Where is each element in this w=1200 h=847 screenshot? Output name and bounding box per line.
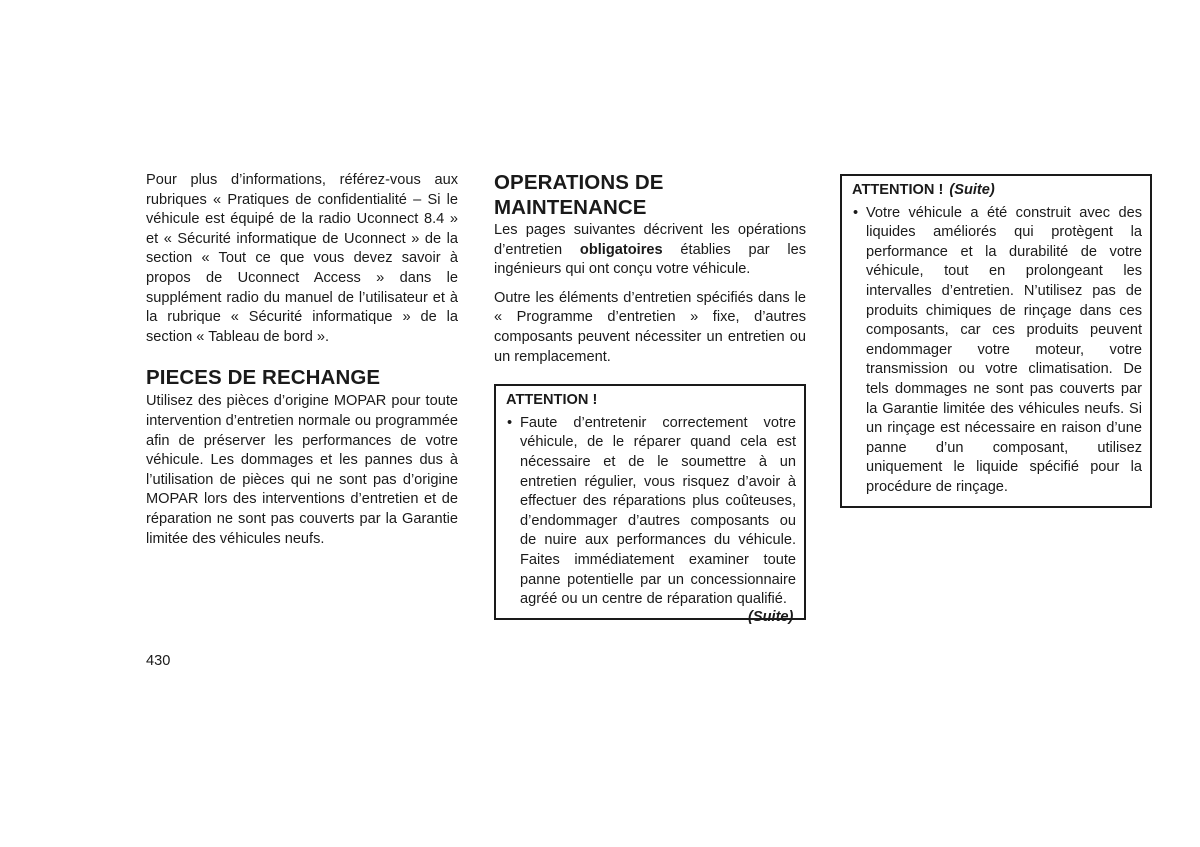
maintenance-heading-line1: OPERATIONS DE [494, 171, 664, 194]
warning-title-text: ATTENTION ! [852, 182, 944, 198]
warning-title-suffix: (Suite) [949, 182, 995, 198]
continued-label: (Suite) [748, 609, 794, 625]
warning-bullet-text: Faute d’entretenir correctement votre véhicule, de le réparer quand cela est nécessaire et de le soumettre à un entretien régulier, vous risquez d’avoir à effectuer des réparations plus coûteuses, d’endommager d’autres composants ou de nuire aux performances du véhicule. Faites immédiatement examiner toute panne potentielle par un concessionnaire agréé ou un centre de réparation qualifié. [520, 414, 796, 608]
section-heading-maintenance [494, 170, 806, 220]
replacement-parts-paragraph: Utilisez des pièces d’origine MOPAR pour toute intervention d’entretien normale ou programmée afin de préserver les performances de votre véhicule. Les dommages et les pannes dus à l’utilisation de pièces qui ne sont pas d’origine MOPAR lors des interventions d’entretien et de réparation ne sont pas couverts par la Garantie limitée des véhicules neufs. [146, 393, 458, 547]
mandatory-emphasis: obligatoires [579, 241, 663, 258]
maintenance-paragraph-2: Outre les éléments d’entretien spécifiés dans le « Programme d’entretien » fixe, d’autres composants peuvent nécessiter un entretien ou un remplacement. [494, 289, 806, 365]
warning-bullet-text: Votre véhicule a été construit avec des liquides améliorés qui protègent la performance et la durabilité de votre véhicule, tout en prolongeant les intervalles d’entretien. N’utilisez pas de produits chimiques de rinçage dans ces composants, car ces produits peuvent endommager votre moteur, votre transmission ou votre climatisation. De tels dommages ne sont pas couverts par la Garantie limitée des véhicules neufs. Si un rinçage est nécessaire en raison d’une panne d’un composant, utilisez uniquement le liquide spécifié pour la procédure de rinçage. [866, 204, 1142, 495]
warning-bullet-item [852, 204, 1142, 498]
section-heading-replacement-parts: PIECES DE RECHANGE [146, 366, 381, 390]
intro-paragraph: Pour plus d’informations, référez-vous aux rubriques « Pratiques de confidentialité – Si le véhicule est équipé de la radio Uconnect 8.4 » et « Sécurité informatique de Uconnect » de la section « Tout ce que vous devez savoir à propos de Uconnect Access » dans le supplément radio du manuel de l’utilisateur et à la rubrique « Sécurité informatique » de la section « Tableau de bord ». [146, 172, 458, 345]
column-right [840, 174, 1152, 508]
warning-box [494, 384, 806, 620]
warning-box-continued [840, 174, 1152, 508]
maintenance-heading-line2: MAINTENANCE [494, 196, 647, 219]
column-middle [494, 170, 806, 620]
warning-title: ATTENTION ! [506, 392, 598, 409]
maintenance-paragraph-1-end: établies par les ingénieurs qui ont conçu votre véhicule. [494, 241, 806, 278]
maintenance-paragraph-1 [494, 221, 806, 280]
column-left [146, 171, 458, 549]
bullet-icon: • [507, 414, 513, 431]
bullet-icon: • [853, 204, 859, 221]
maintenance-paragraph-1-start: Les pages suivantes décrivent les opérations d’entretien [494, 222, 806, 258]
warning-title-continued [852, 181, 1142, 201]
page-number: 430 [146, 653, 171, 669]
warning-bullet-item [506, 414, 796, 610]
